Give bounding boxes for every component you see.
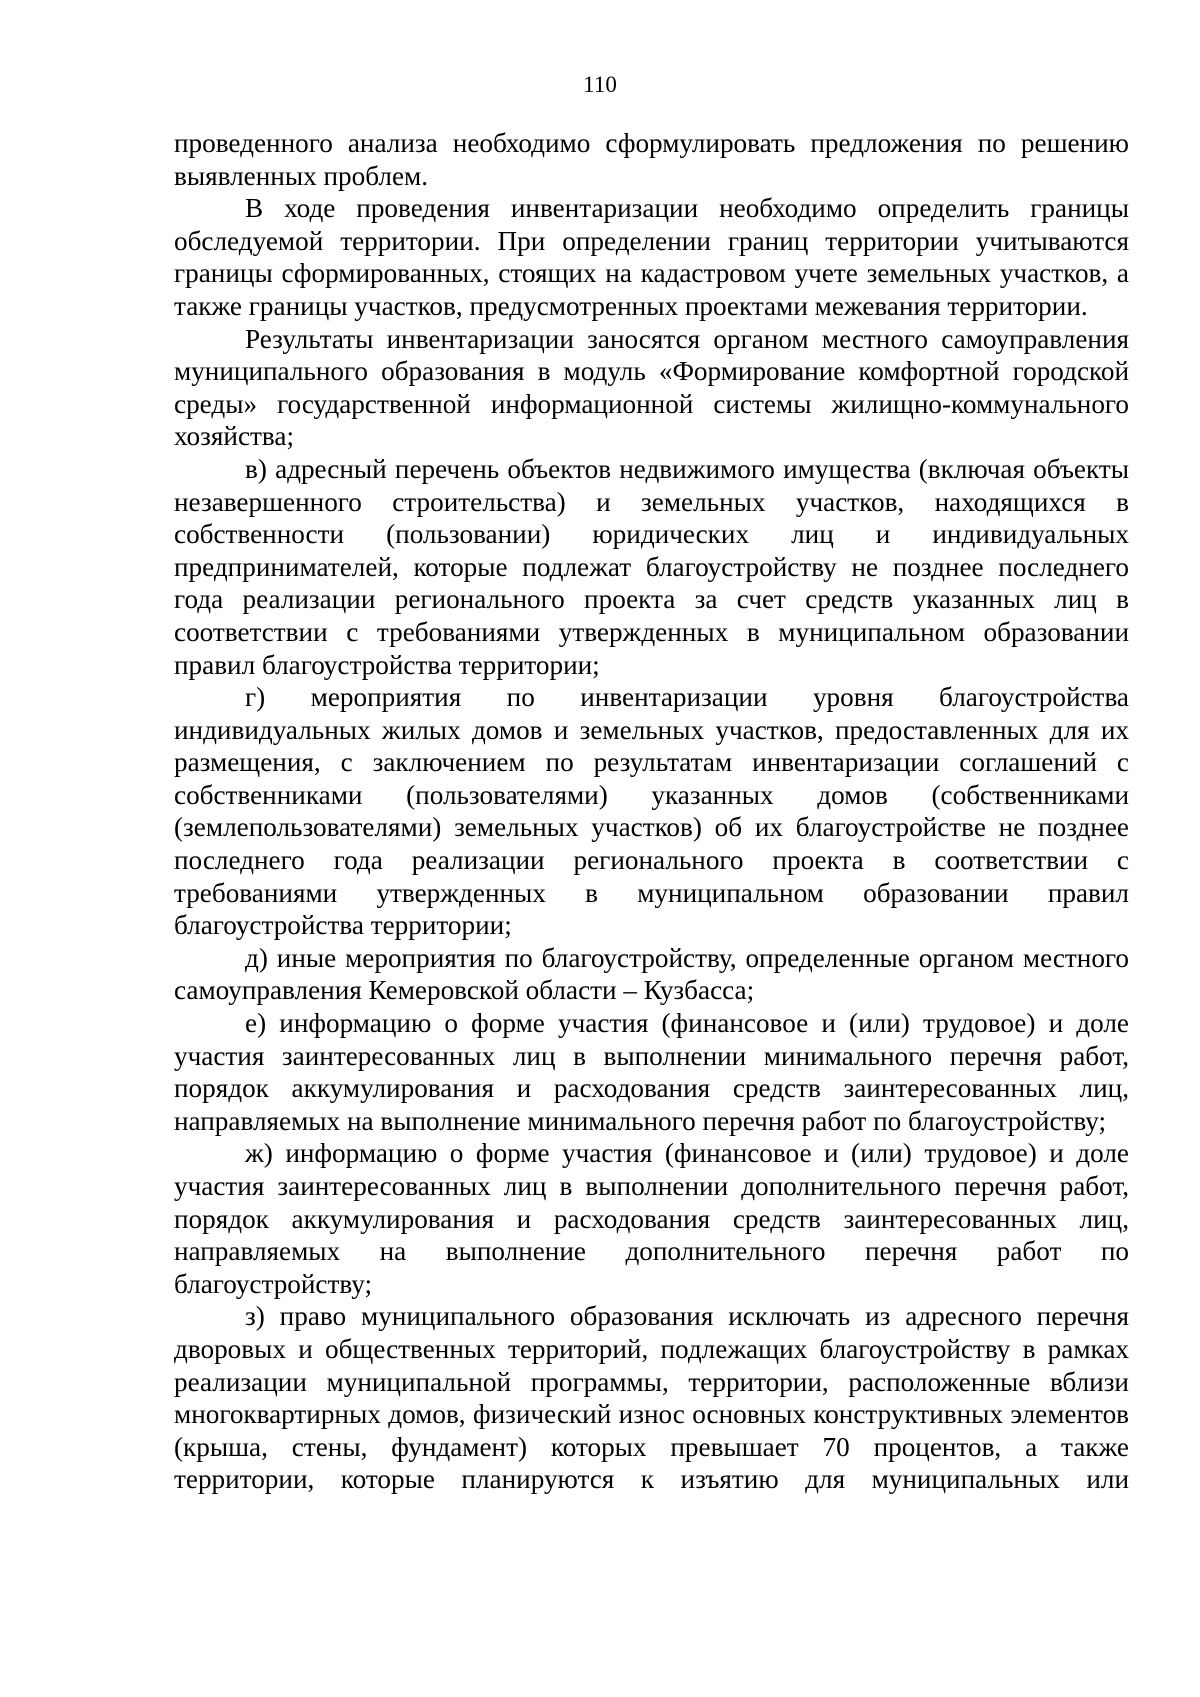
page-number: 110 bbox=[583, 72, 617, 97]
paragraph-item-z: з) право муниципального образования исключать из адресного перечня дворовых и общественных территорий, подлежащих благоустройству в рамках реализации муниципальной программы, территории, расположенные вблизи многоквартирных домов, физический износ основных конструктивных элементов (крыша, стены, фундамент) которых превышает 70 процентов, а также территории, которые планируются к изъятию для муниципальных или bbox=[174, 1301, 1129, 1495]
paragraph-item-g: г) мероприятия по инвентаризации уровня благоустройства индивидуальных жилых домов и земельных участков, предоставленных для их размещения, с заключением по результатам инвентаризации соглашений с собственниками (пользователями) указанных домов (собственниками (землепользователями) земельных участков) об их благоустройстве не позднее последнего года реализации регионального проекта в соответствии с требованиями утвержденных в муниципальном образовании правил благоустройства территории; bbox=[174, 682, 1129, 941]
paragraph-item-v: в) адресный перечень объектов недвижимого имущества (включая объекты незавершенного строительства) и земельных участков, находящихся в собственности (пользовании) юридических лиц и индивидуальных предпринимателей, которые подлежат благоустройству не позднее последнего года реализации регионального проекта за счет средств указанных лиц в соответствии с требованиями утвержденных в муниципальном образовании правил благоустройства территории; bbox=[174, 453, 1129, 680]
document-body bbox=[174, 127, 1129, 1496]
paragraph-continuation: проведенного анализа необходимо сформулировать предложения по решению выявленных проблем. bbox=[174, 128, 1129, 191]
paragraph-item-zh: ж) информацию о форме участия (финансовое и (или) трудовое) и доле участия заинтересованных лиц в выполнении дополнительного перечня работ, порядок аккумулирования и расходования средств заинтересованных лиц, направляемых на выполнение дополнительного перечня работ по благоустройству; bbox=[174, 1138, 1129, 1299]
paragraph-item-d: д) иные мероприятия по благоустройству, определенные органом местного самоуправления Кемеровской области – Кузбасса; bbox=[174, 942, 1129, 1006]
paragraph-inventory-boundaries: В ходе проведения инвентаризации необходимо определить границы обследуемой территории. При определении границ территории учитываются границы сформированных, стоящих на кадастровом учете земельных участков, а также границы участков, предусмотренных проектами межевания территории. bbox=[174, 193, 1129, 321]
paragraph-inventory-results: Результаты инвентаризации заносятся органом местного самоуправления муниципального образования в модуль «Формирование комфортной городской среды» государственной информационной системы жилищно-коммунального хозяйства; bbox=[174, 323, 1129, 452]
paragraph-item-e: е) информацию о форме участия (финансовое и (или) трудовое) и доле участия заинтересованных лиц в выполнении минимального перечня работ, порядок аккумулирования и расходования средств заинтересованных лиц, направляемых на выполнение минимального перечня работ по благоустройству; bbox=[174, 1008, 1129, 1136]
